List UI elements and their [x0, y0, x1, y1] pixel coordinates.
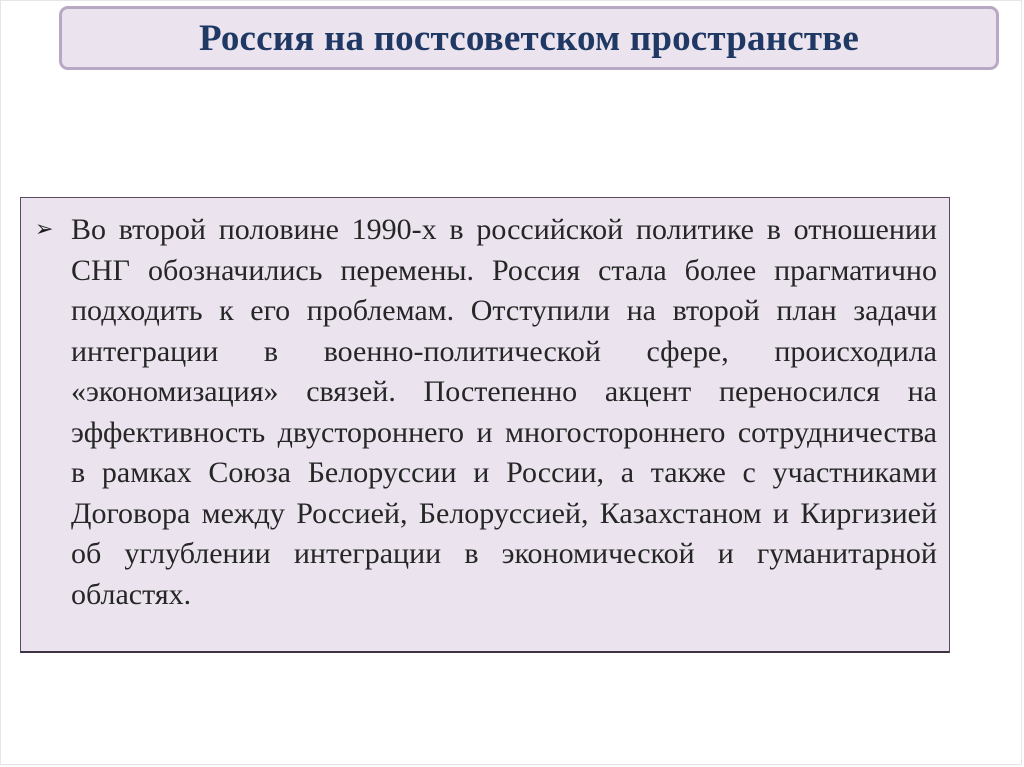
bullet-text: Во второй половине 1990-х в российской политике в отношении СНГ обозначились перемены. Россия стала более прагматично подходить к его проблемам. Отступили на второй план задачи интеграции в военно-политической сфере, происходила «экономизация» связей. Постепенно акцент переносился на эффективность двустороннего и многостороннего сотрудничества в рамках Союза Белоруссии и России, а также с участниками Договора между Россией, Белоруссией, Казахстаном и Киргизией об углублении интеграции в экономической и гуманитарной областях.: [71, 213, 937, 611]
content-box: [20, 197, 950, 653]
slide-title: Россия на постсоветском пространстве: [198, 17, 860, 59]
bullet-item: [35, 210, 937, 615]
arrow-bullet-icon: ➢: [35, 217, 54, 242]
title-box: [59, 6, 999, 70]
